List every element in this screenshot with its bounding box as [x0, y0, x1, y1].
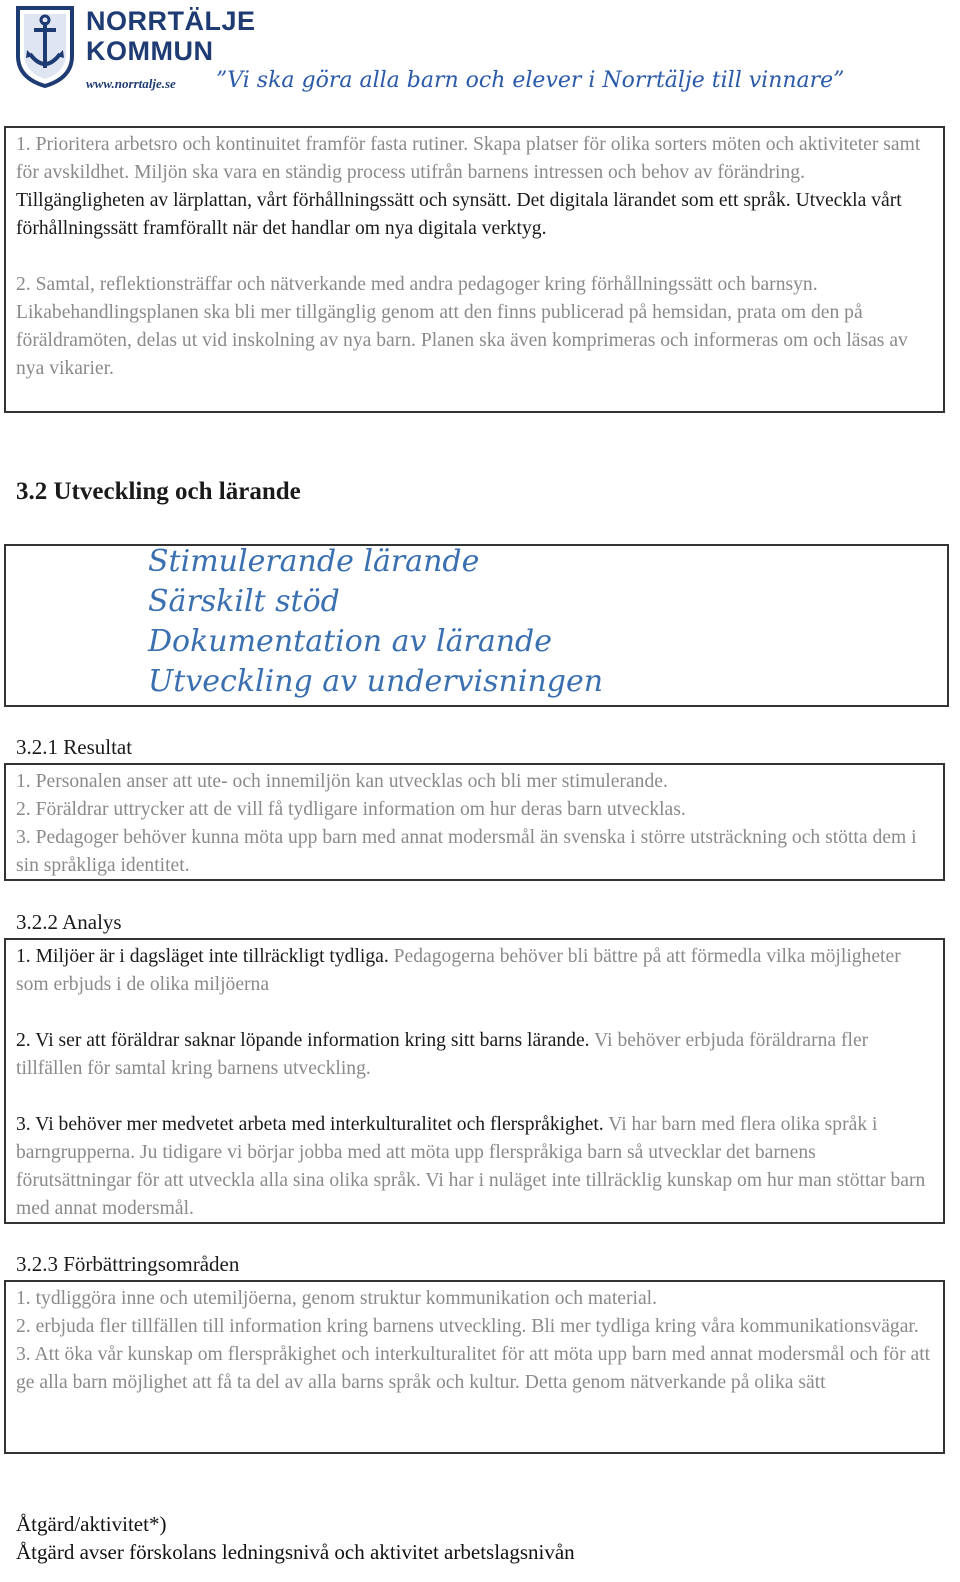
result-item: 3. Pedagoger behöver kunna möta upp barn med annat modersmål än svenska i större utsträckning och stötta dem i sin språkliga identitet.: [16, 827, 917, 876]
municipality-shield-icon: [14, 4, 76, 88]
analysis-item: 3. Vi behöver mer medvetet arbeta med interkulturalitet och flerspråkighet. Vi har barn med flera olika språk i barngrupperna. Ju tidigare vi börjar jobba med att möta upp flerspråkiga barn så utvecklar det barnens förutsättningar för att utveckla alla sina olika språk. Vi har i nuläget inte tillräcklig kunskap om hur man stöttar barn med annat modersmål.: [16, 1114, 926, 1219]
focus-area-item: Dokumentation av lärande: [148, 624, 553, 659]
result-item: 2. Föräldrar uttrycker att de vill få tydligare information om hur deras barn utvecklas.: [16, 799, 686, 820]
improvement-item: 3. Att öka vår kunskap om flerspråkighet och interkulturalitet för att möta upp barn med annat modersmål och för att ge alla barn möjlighet att få ta del av alla barns språk och kultur. Detta genom nätverkande på olika sätt: [16, 1344, 931, 1393]
priority-2: 2. Samtal, reflektionsträffar och nätverkande med andra pedagoger kring förhållningssätt och barnsyn. Likabehandlingsplanen ska bli mer tillgänglig genom att den finns publicerad på hemsidan, prata om den på föräldramöten, delas ut vid inskolning av nya barn. Planen ska även komprimeras och informeras om och läsas av nya vikarier.: [16, 274, 908, 379]
analysis-box: [4, 938, 945, 1224]
logo-wordmark: NORRTÄLJE KOMMUN: [86, 6, 256, 66]
slogan: ”Vi ska göra alla barn och elever i Norrtälje till vinnare”: [216, 68, 845, 93]
results-box: [4, 763, 945, 881]
analysis-item: 1. Miljöer är i dagsläget inte tillräckligt tydliga. Pedagogerna behöver bli bättre på att förmedla vilka möjligheter som erbjuds i de olika miljöerna: [16, 946, 901, 995]
improvements-heading: 3.2.3 Förbättringsområden: [16, 1252, 240, 1276]
footer-line-2: Åtgärd avser förskolans ledningsnivå och aktivitet arbetslagsnivån: [16, 1540, 575, 1564]
improvement-item: 1. tydliggöra inne och utemiljöerna, genom struktur kommunikation och material.: [16, 1288, 658, 1309]
results-heading: 3.2.1 Resultat: [16, 735, 133, 759]
improvement-item: 2. erbjuda fler tillfällen till information kring barnens utveckling. Bli mer tydliga kring våra kommunikationsvägar.: [16, 1316, 919, 1337]
result-item: 1. Personalen anser att ute- och innemiljön kan utvecklas och bli mer stimulerande.: [16, 771, 668, 792]
priorities-box: [4, 126, 945, 413]
improvements-box: [4, 1280, 945, 1454]
focus-area-item: Särskilt stöd: [148, 584, 340, 619]
section-title: 3.2 Utveckling och lärande: [16, 478, 301, 505]
focus-area-item: Stimulerande lärande: [148, 544, 480, 579]
footer-line-1: Åtgärd/aktivitet*): [16, 1512, 167, 1536]
focus-area-item: Utveckling av undervisningen: [148, 664, 604, 699]
analysis-item: 2. Vi ser att föräldrar saknar löpande information kring sitt barns lärande. Vi behöver erbjuda föräldrarna fler tillfällen för samtal kring barnens utveckling.: [16, 1030, 869, 1079]
logo-url: www.norrtalje.se: [86, 76, 176, 91]
analysis-heading: 3.2.2 Analys: [16, 910, 122, 934]
page-header: [0, 0, 960, 110]
priority-1: 1. Prioritera arbetsro och kontinuitet framför fasta rutiner. Skapa platser för olika sorters möten och aktiviteter samt för avskildhet. Miljön ska vara en ständig process utifrån barnens intressen och behov av förändring. Tillgängligheten av lärplattan, vårt förhållningssätt och synsätt. Det digitala lärandet som ett språk. Utveckla vårt förhållningssätt framförallt när det handlar om nya digitala verktyg.: [16, 134, 921, 239]
